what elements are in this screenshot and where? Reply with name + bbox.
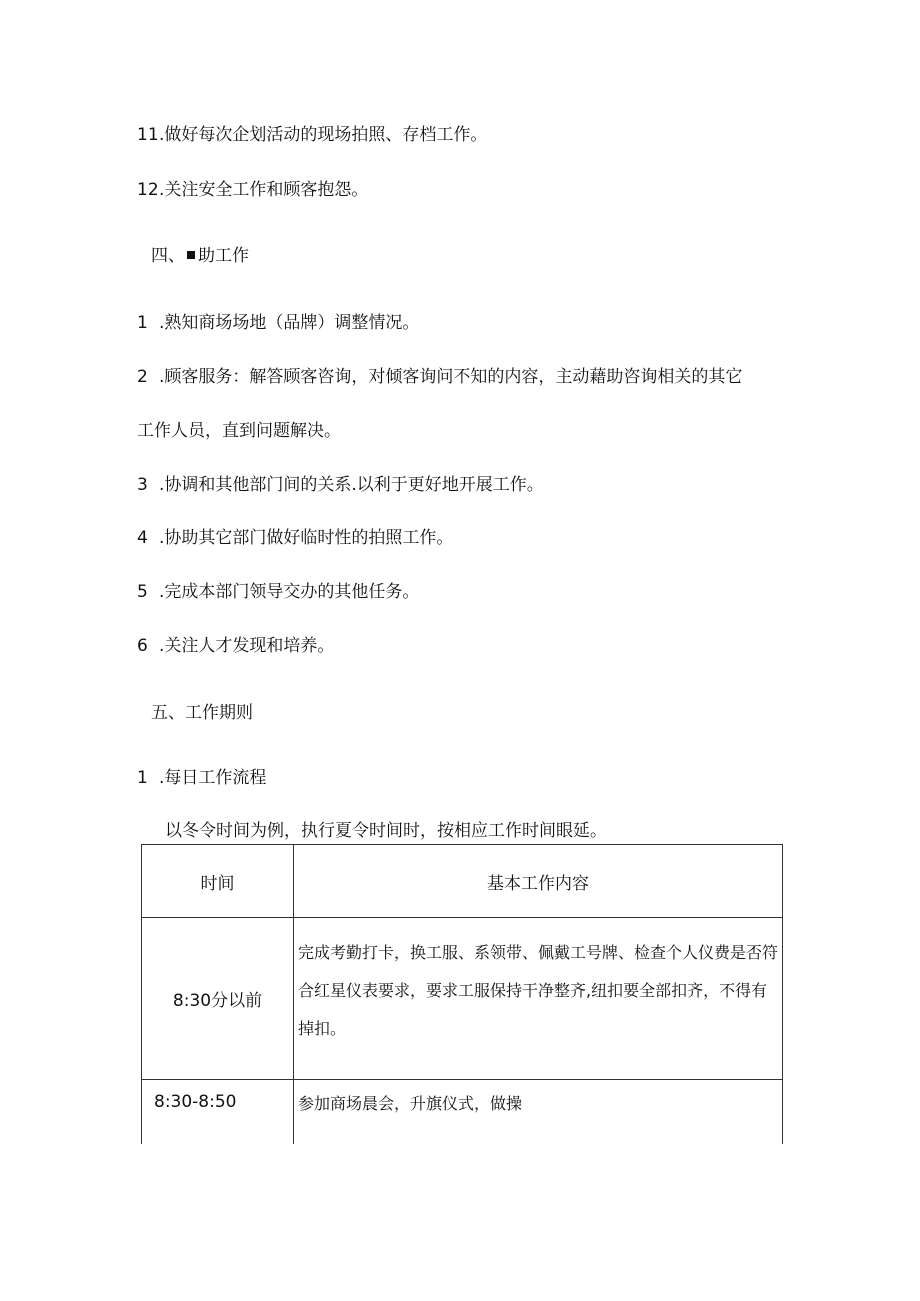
item-number: 4: [137, 528, 148, 548]
item-number: 12: [137, 180, 159, 200]
schedule-table: [141, 844, 783, 1144]
list-item: [137, 767, 266, 789]
header-content: 基本工作内容: [294, 845, 783, 918]
time-cell: 8:30分以前: [142, 918, 294, 1080]
item-text: .每日工作流程: [159, 768, 267, 788]
item-number: 2: [137, 367, 148, 387]
list-item: [137, 635, 334, 657]
item-text: 工作人员，直到问题解决。: [137, 421, 341, 441]
list-item: [137, 312, 419, 334]
table-header-row: [142, 845, 783, 918]
item-text: .关注安全工作和顾客抱怨。: [159, 180, 369, 200]
item-text: .顾客服务：解答顾客咨询，对倾客询问不知的内容，主动藉助咨询相关的其它: [159, 367, 743, 387]
content-cell: 完成考勤打卡，换工服、系领带、佩戴工号牌、检查个人仪费是否符合红星仪表要求，要求工服保持干净整齐,纽扣要全部扣齐，不得有掉扣。: [294, 918, 783, 1080]
list-item: [137, 366, 742, 388]
section-title: 助工作: [198, 246, 249, 266]
header-time: 时间: [142, 845, 294, 918]
section-heading-5: [151, 702, 253, 724]
item-number: 1: [137, 768, 148, 788]
list-item-continuation: [137, 420, 341, 442]
item-text: .熟知商场场地（品牌）调整情况。: [159, 313, 420, 333]
time-cell: 8:30-8:50: [142, 1080, 294, 1145]
section-prefix: 四、: [151, 246, 185, 266]
note-text: 以冬令时间为例，执行夏令时间时，按相应工作时间眼延。: [165, 821, 607, 841]
item-number: 11: [137, 125, 159, 145]
table-row: [142, 918, 783, 1080]
list-item: [137, 527, 453, 549]
item-number: 6: [137, 636, 148, 656]
list-item-11: [137, 124, 487, 146]
item-text: .做好每次企划活动的现场拍照、存档工作。: [159, 125, 488, 145]
item-number: 1: [137, 313, 148, 333]
item-number: 5: [137, 582, 148, 602]
item-text: .协调和其他部门间的关系.以利于更好地开展工作。: [159, 475, 544, 495]
section-heading-4: [151, 245, 249, 267]
item-text: .完成本部门领导交办的其他任务。: [159, 582, 420, 602]
list-item-12: [137, 179, 368, 201]
list-item: [137, 581, 419, 603]
section-title: 五、工作期则: [151, 703, 253, 723]
item-text: .协助其它部门做好临时性的拍照工作。: [159, 528, 454, 548]
content-cell: 参加商场晨会，升旗仪式，做操: [294, 1080, 783, 1145]
item-text: .关注人才发现和培养。: [159, 636, 335, 656]
item-number: 3: [137, 475, 148, 495]
missing-glyph-square-icon: [187, 251, 195, 259]
list-item: [137, 474, 544, 496]
table-row: [142, 1080, 783, 1145]
